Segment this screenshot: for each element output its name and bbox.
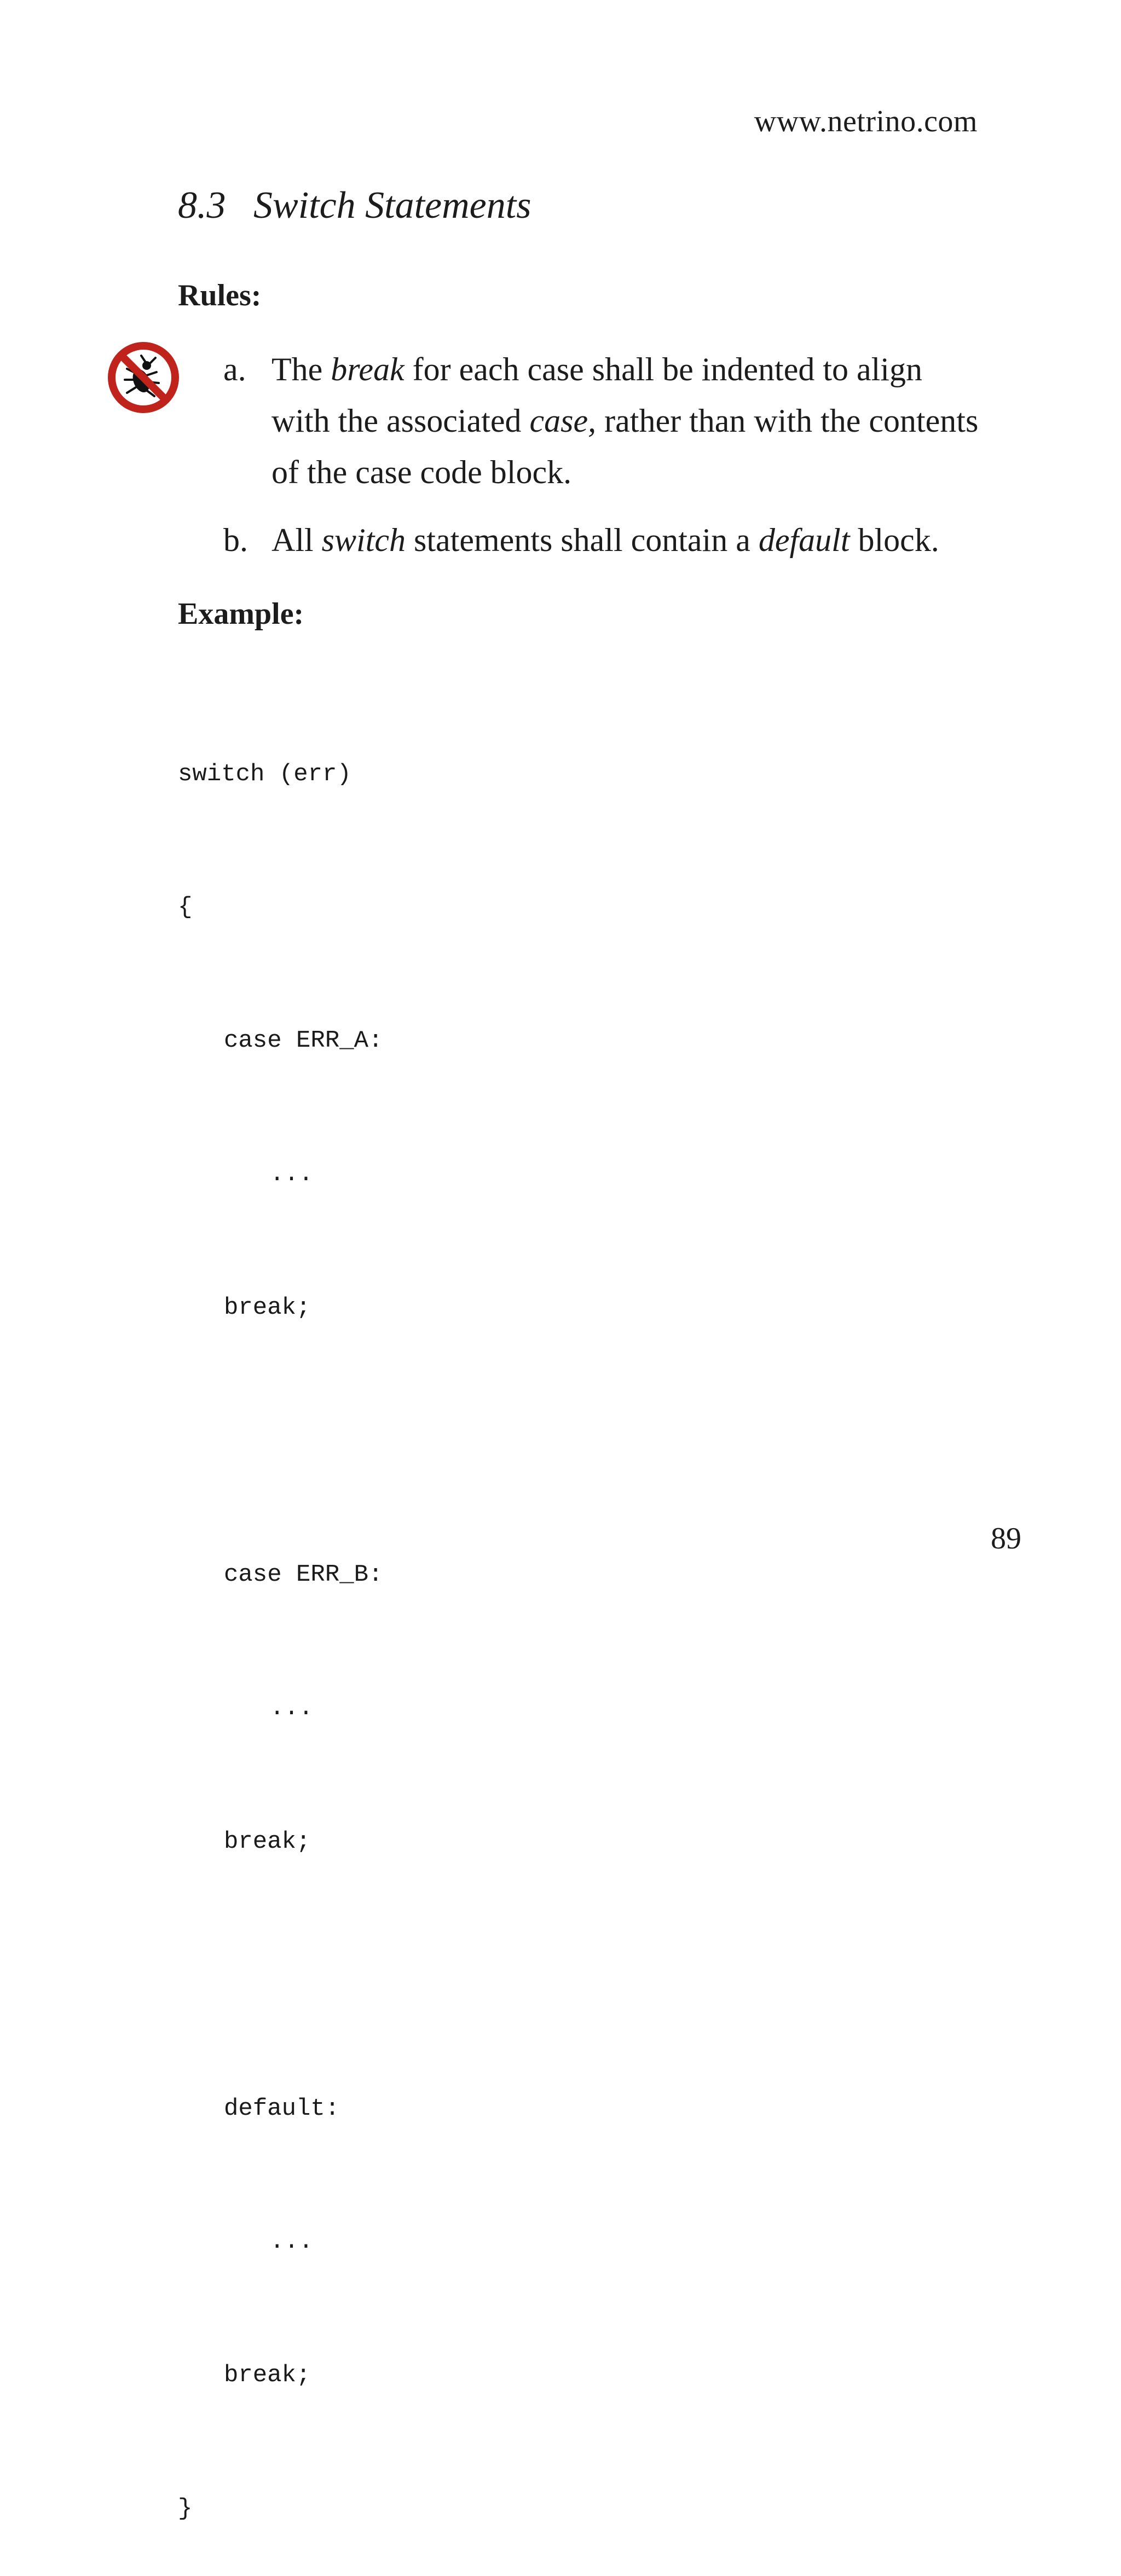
rule-text-segment: The [271, 351, 331, 387]
rule-text [271, 344, 979, 498]
rule-marker: b. [223, 522, 248, 558]
rule-item-a [223, 344, 979, 498]
code-line [178, 1953, 383, 1998]
rule-text-segment: All [271, 522, 322, 558]
code-line [178, 1419, 383, 1464]
code-line: ... [270, 1694, 314, 1722]
example-label: Example: [178, 597, 304, 631]
code-example [178, 663, 383, 2576]
section-title: Switch Statements [253, 184, 531, 227]
rule-text-emphasis: switch [321, 522, 406, 558]
rule-text-emphasis: break [331, 351, 405, 387]
rule-text-segment: statements shall contain a [406, 522, 759, 558]
rules-label: Rules: [178, 279, 262, 312]
code-line: default: [224, 2095, 340, 2122]
section-number: 8.3 [178, 184, 226, 227]
rule-text-segment: block. [850, 522, 939, 558]
code-line: ... [270, 1161, 314, 1188]
no-bug-icon [107, 341, 180, 414]
rule-text-segment: rather than with the contents of the case code block. [271, 403, 979, 490]
rule-text-segment: for each case shall be indented to align with the associated [271, 351, 922, 439]
rule-text-emphasis: case, [529, 403, 597, 439]
rule-text-emphasis: default [758, 522, 850, 558]
rule-text [271, 514, 979, 566]
code-line: break; [224, 1294, 311, 1322]
page-number: 89 [991, 1522, 1021, 1556]
code-line: ... [270, 2228, 314, 2256]
code-line: case ERR_B: [224, 1560, 383, 1588]
rules-list [223, 344, 979, 566]
header-url: www.netrino.com [754, 105, 978, 138]
code-line: case ERR_A: [224, 1027, 383, 1055]
rule-item-b [223, 514, 979, 566]
code-line: break; [224, 2362, 311, 2389]
rule-marker: a. [223, 351, 246, 387]
code-line: break; [224, 1827, 311, 1855]
code-line: } [178, 2495, 193, 2523]
code-line: { [178, 894, 193, 921]
section-heading [178, 184, 531, 228]
code-line: switch (err) [178, 760, 351, 788]
